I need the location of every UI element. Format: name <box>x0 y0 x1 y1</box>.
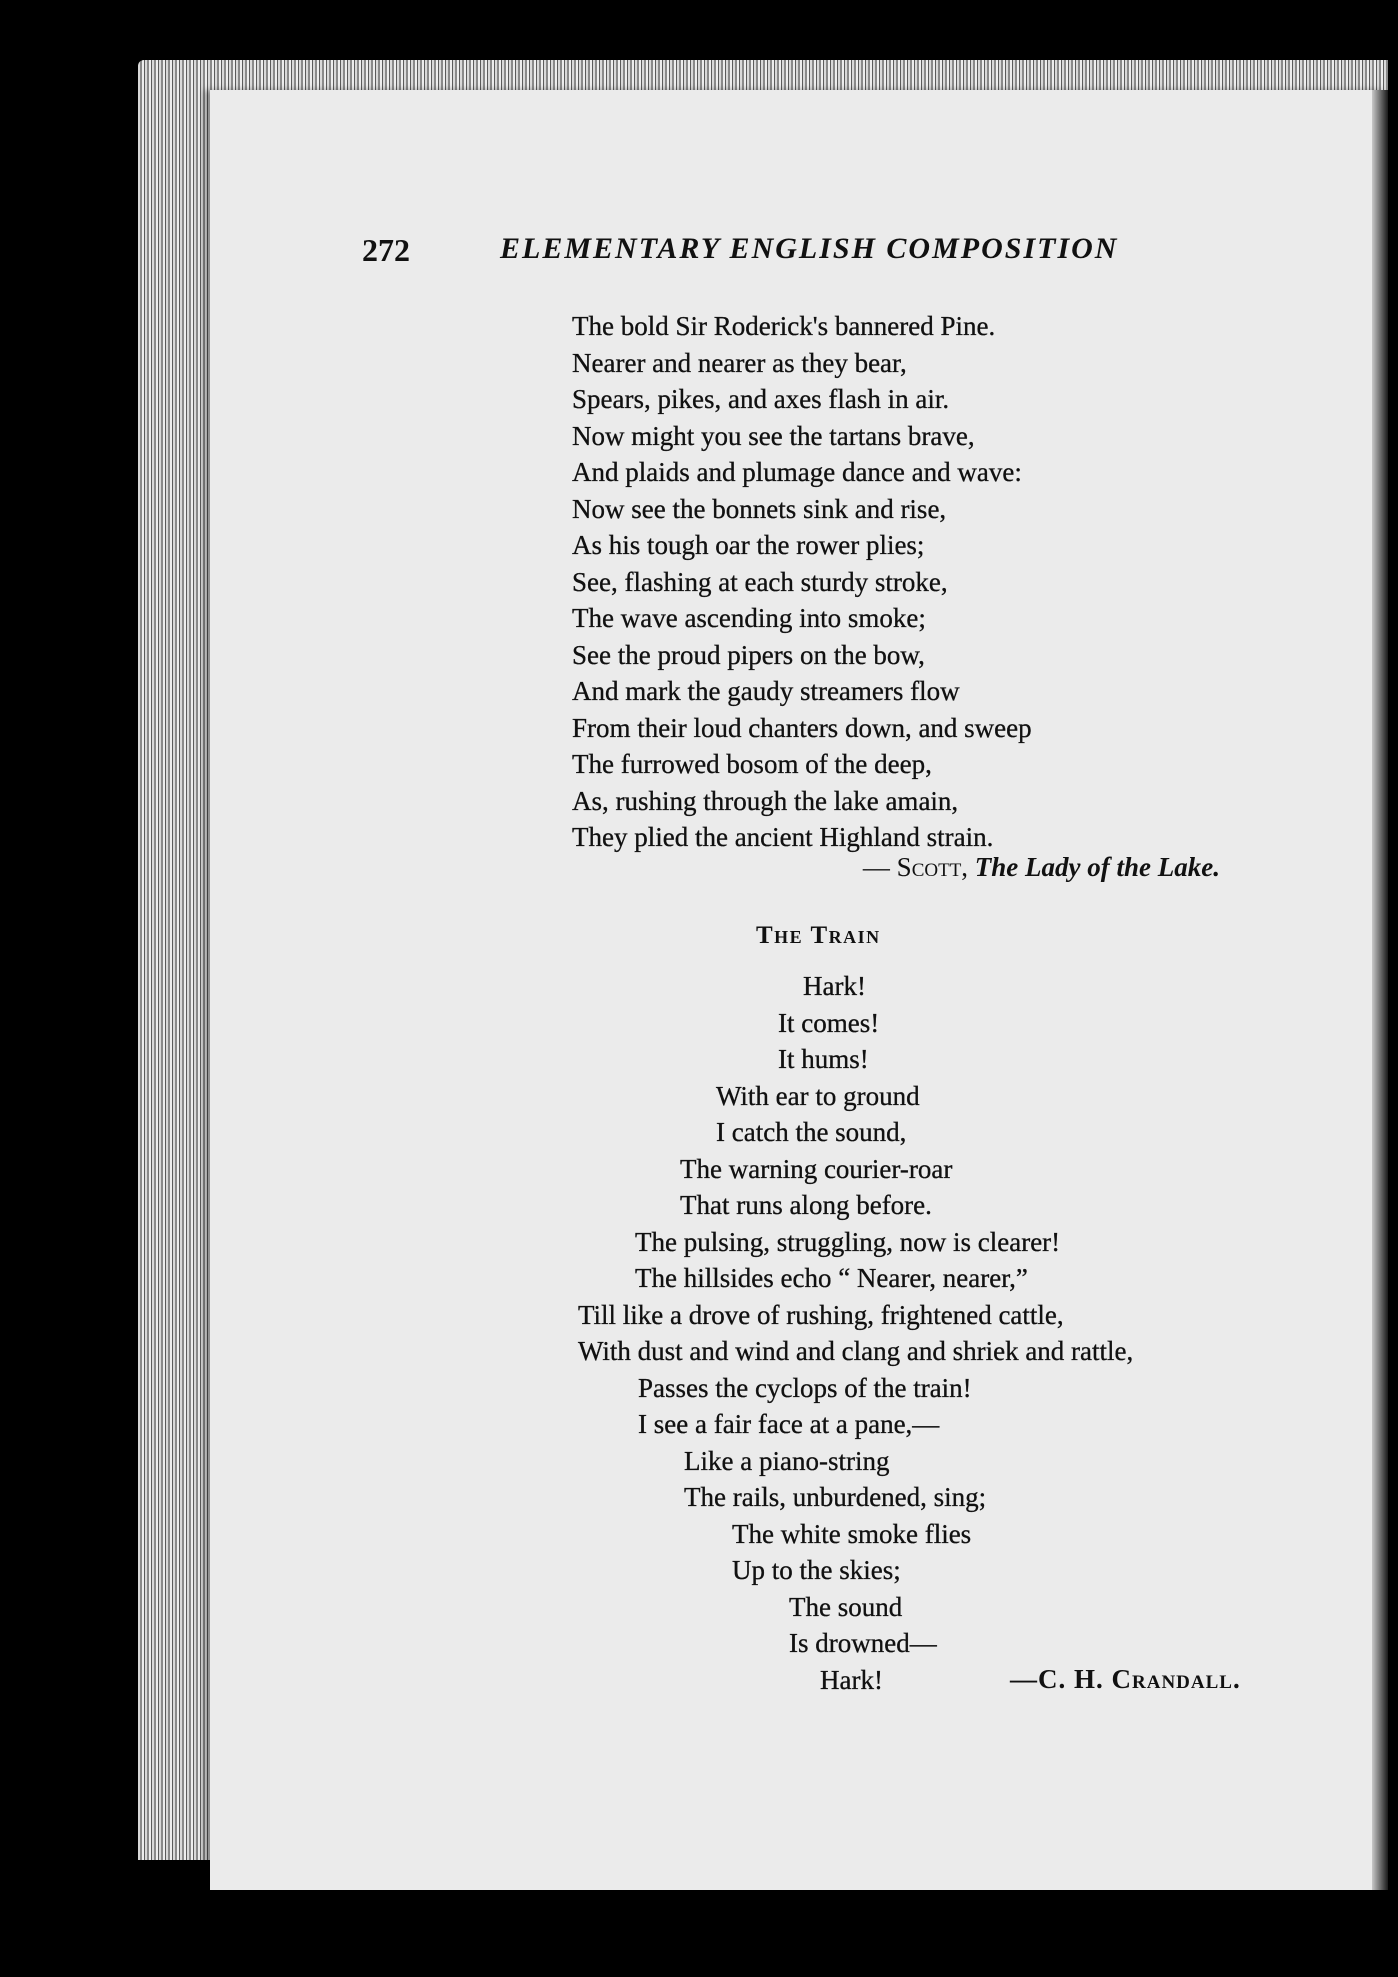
book-page <box>210 90 1388 1890</box>
poem-line: Spears, pikes, and axes flash in air. <box>572 384 950 414</box>
attribution-scott <box>863 852 1220 883</box>
poem-line: Now see the bonnets sink and rise, <box>572 493 947 524</box>
poem-line: They plied the ancient Highland strain. <box>572 822 994 852</box>
poem-line: Nearer and nearer as they bear, <box>572 347 907 378</box>
poem-line: Now might you see the tartans brave, <box>572 420 975 451</box>
poem-line: And mark the gaudy streamers flow <box>572 676 960 706</box>
poem-line: The white smoke flies <box>732 1518 972 1549</box>
poem-line: The bold Sir Roderick's bannered Pine. <box>572 311 996 341</box>
poem-line: The warning courier-roar <box>680 1153 953 1184</box>
poem-line: That runs along before. <box>680 1190 932 1220</box>
poem-title: The Train <box>756 922 881 949</box>
attribution-author: Scott <box>896 852 962 882</box>
poem-line: Is drowned— <box>789 1628 937 1658</box>
poem-line: The rails, unburdened, sing; <box>684 1482 987 1512</box>
poem-line: Passes the cyclops of the train! <box>638 1372 972 1403</box>
attribution-crandall: —C. H. Crandall. <box>1010 1664 1241 1694</box>
poem-line: The furrowed bosom of the deep, <box>572 749 932 779</box>
page-number: 272 <box>362 232 410 268</box>
attribution-work: The Lady of the Lake. <box>974 852 1220 882</box>
poem-line: Till like a drove of rushing, frightened cattle, <box>578 1299 1064 1330</box>
poem-line: The pulsing, struggling, now is clearer! <box>635 1226 1061 1257</box>
poem-line: See, flashing at each sturdy stroke, <box>572 566 948 597</box>
scott-excerpt <box>572 308 1032 856</box>
attribution-comma: , <box>961 852 975 882</box>
poem-line: It comes! <box>778 1007 880 1038</box>
poem-line: I catch the sound, <box>716 1117 907 1147</box>
poem-line: Hark! <box>820 1664 883 1695</box>
poem-line: And plaids and plumage dance and wave: <box>572 457 1022 487</box>
poem-line: The hillsides echo “ Nearer, nearer,” <box>635 1263 1028 1293</box>
poem-line: The sound <box>789 1591 903 1622</box>
poem-line: Up to the skies; <box>732 1555 901 1585</box>
poem-line: With dust and wind and clang and shriek and rattle, <box>578 1336 1134 1366</box>
poem-line: As his tough oar the rower plies; <box>572 530 925 560</box>
poem-line: The wave ascending into smoke; <box>572 603 926 633</box>
poem-line: I see a fair face at a pane,— <box>638 1409 940 1439</box>
poem-line: With ear to ground <box>716 1080 920 1111</box>
poem-line: It hums! <box>778 1044 869 1074</box>
poem-line: Hark! <box>803 971 866 1001</box>
poem-line: See the proud pipers on the bow, <box>572 639 925 670</box>
train-poem <box>210 968 1388 1698</box>
poem-line: As, rushing through the lake amain, <box>572 785 959 816</box>
poem-line: From their loud chanters down, and sweep <box>572 712 1032 743</box>
attribution-dash: — <box>862 852 897 882</box>
running-head-title: ELEMENTARY ENGLISH COMPOSITION <box>500 232 1119 265</box>
poem-line: Like a piano-string <box>684 1445 890 1476</box>
